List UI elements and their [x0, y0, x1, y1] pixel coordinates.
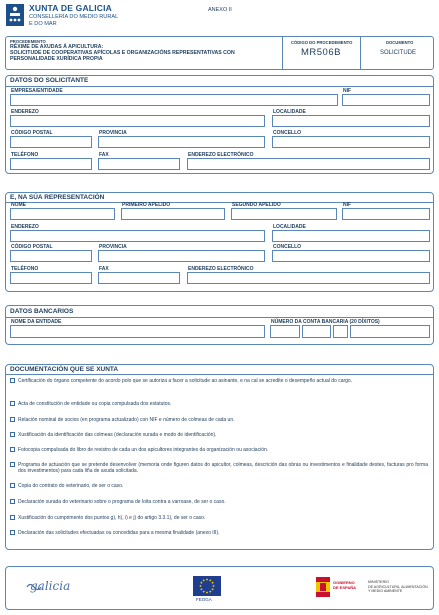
documentation-section: [5, 364, 434, 550]
procedure-divider-2: [360, 36, 361, 70]
applicant-nif-label: NIF: [343, 88, 352, 94]
applicant-postal-label: CÓDIGO POSTAL: [11, 130, 53, 136]
document-label: DOCUMENTO: [386, 40, 414, 45]
rep-phone-label: TELÉFONO: [11, 266, 39, 272]
bank-entity-field[interactable]: [10, 325, 265, 338]
rep-name-field[interactable]: [10, 208, 115, 220]
rep-address-label: ENDEREZO: [11, 224, 39, 230]
rep-surname1-label: PRIMEIRO APELIDO: [122, 202, 171, 208]
annex-label: ANEXO II: [208, 7, 232, 13]
doc-item: Declaración xurada do veterinario sobre o programa de loita contra a varroase, de ser o caso.: [18, 499, 226, 505]
doc-checkbox[interactable]: [10, 499, 15, 504]
representative-title: E, NA SÚA REPRESENTACIÓN: [10, 194, 105, 201]
bank-title-rule: [5, 317, 434, 318]
dept-line-2: E DO MAR: [29, 21, 57, 27]
doc-item: Acta de constitución de entidade ou copia compulsada dos estatutos.: [18, 401, 172, 407]
rep-locality-label: LOCALIDADE: [273, 224, 306, 230]
xunta-logo: [6, 4, 24, 26]
rep-nif-field[interactable]: [342, 208, 430, 220]
applicant-council-label: CONCELLO: [273, 130, 302, 136]
procedure-title-2: SOLICITUDE DE COOPERATIVAS APÍCOLAS E ORGANIZACIÓNS REPRESENTATIVAS CON: [10, 50, 235, 56]
bank-entity-label: NOME DA ENTIDADE: [11, 319, 62, 325]
rep-province-field[interactable]: [98, 250, 265, 262]
doc-item: Fotocopia compulsada do libro de rexistro de cada un dos apicultores integrantes da organización ou asociación.: [18, 447, 269, 453]
rep-council-label: CONCELLO: [273, 244, 302, 250]
bank-title: DATOS BANCARIOS: [10, 308, 74, 315]
doc-checkbox[interactable]: [10, 417, 15, 422]
doc-checkbox[interactable]: [10, 530, 15, 535]
ministry-name-1: MINISTERIO: [368, 580, 389, 584]
procedure-divider-1: [282, 36, 283, 70]
applicant-email-label: ENDEREZO ELECTRÓNICO: [188, 152, 254, 158]
doc-item: Xustificación da identificación das colmeas (declaración xurada e modo de identificación).: [18, 432, 217, 438]
applicant-postal-field[interactable]: [10, 136, 92, 148]
representative-title-rule: [5, 202, 434, 203]
rep-council-field[interactable]: [272, 250, 430, 262]
dept-line-1: CONSELLERÍA DO MEDIO RURAL: [29, 14, 119, 20]
ministry-name-3: Y MEDIO AMBIENTE: [368, 589, 403, 593]
rep-surname2-field[interactable]: [231, 208, 337, 220]
applicant-locality-field[interactable]: [272, 115, 430, 127]
applicant-title: DATOS DO SOLICITANTE: [10, 77, 89, 84]
applicant-locality-label: LOCALIDADE: [273, 109, 306, 115]
rep-province-label: PROVINCIA: [99, 244, 127, 250]
applicant-title-rule: [5, 86, 434, 87]
rep-phone-field[interactable]: [10, 272, 92, 284]
applicant-email-field[interactable]: [187, 158, 430, 170]
applicant-council-field[interactable]: [272, 136, 430, 148]
procedure-title-3: PERSONALIDADE XURÍDICA PROPIA: [10, 56, 103, 62]
rep-postal-label: CÓDIGO POSTAL: [11, 244, 53, 250]
documentation-title: DOCUMENTACIÓN QUE SE XUNTA: [10, 366, 119, 373]
doc-checkbox[interactable]: [10, 483, 15, 488]
bank-account-office-field[interactable]: [302, 325, 331, 338]
bank-account-entity-field[interactable]: [270, 325, 300, 338]
ministry-gov-1: GOBIERNO: [333, 580, 355, 585]
doc-checkbox[interactable]: [10, 462, 15, 467]
ministry-name-2: DE AGRICULTURA, ALIMENTACIÓN: [368, 584, 428, 589]
doc-checkbox[interactable]: [10, 432, 15, 437]
galicia-logo-text: galicia: [30, 579, 71, 593]
applicant-phone-field[interactable]: [10, 158, 92, 170]
applicant-nif-field[interactable]: [342, 94, 430, 106]
applicant-fax-label: FAX: [99, 152, 109, 158]
rep-postal-field[interactable]: [10, 250, 92, 262]
procedure-title-1: RÉXIME DE AXUDAS Á APICULTURA:: [10, 44, 104, 50]
rep-surname1-field[interactable]: [121, 208, 225, 220]
doc-checkbox[interactable]: [10, 515, 15, 520]
bank-account-number-field[interactable]: [350, 325, 430, 338]
eu-flag-icon: [193, 576, 221, 596]
ministry-logo: [316, 575, 428, 603]
doc-checkbox[interactable]: [10, 447, 15, 452]
galicia-logo: [26, 578, 78, 596]
rep-email-field[interactable]: [187, 272, 430, 284]
company-field[interactable]: [10, 94, 338, 106]
applicant-phone-label: TELÉFONO: [11, 152, 39, 158]
applicant-address-label: ENDEREZO: [11, 109, 39, 115]
applicant-address-field[interactable]: [10, 115, 265, 127]
org-name: XUNTA DE GALICIA: [29, 3, 113, 13]
spain-shield-icon: [316, 577, 330, 597]
doc-item: Relación nominal de socios (en programa actualizado) con NIF e número de colmeas de cada un.: [18, 417, 235, 423]
doc-item: Programa de actuación que se pretende desenvolver (memoria onde figuren datos do apicultor, colmeas, descrición das obras ou investimentos e finalidade destes, facturas pro forma dos investimentos) para cada liña de axuda solicitada.: [18, 462, 428, 475]
doc-checkbox[interactable]: [10, 378, 15, 383]
document-type: SOLICITUDE: [380, 50, 417, 56]
applicant-fax-field[interactable]: [98, 158, 180, 170]
doc-item: Declaración das solicitudes efectuadas ou concedidas para a mesma finalidade (anexo III).: [18, 530, 220, 536]
procedure-code-label: CÓDIGO DO PROCEDEMENTO: [291, 40, 353, 45]
doc-item: Certificación do órgano competente do acordo polo que se autoriza a facer a solicitude ao asinante, e na cal se acredite o desempeño actual do cargo.: [18, 378, 353, 384]
company-label: EMPRESA/ENTIDADE: [11, 88, 63, 94]
xunta-emblem-icon: [6, 4, 24, 26]
rep-name-label: NOME: [11, 202, 26, 208]
rep-fax-field[interactable]: [98, 272, 180, 284]
bank-account-label: NÚMERO DA CONTA BANCARIA (20 DÍXITOS): [271, 319, 380, 325]
rep-nif-label: NIF: [343, 202, 352, 208]
applicant-province-label: PROVINCIA: [99, 130, 127, 136]
rep-locality-field[interactable]: [272, 230, 430, 242]
documentation-title-rule: [5, 374, 434, 375]
doc-checkbox[interactable]: [10, 401, 15, 406]
eu-logo: [193, 576, 221, 604]
rep-email-label: ENDEREZO ELECTRÓNICO: [188, 266, 254, 272]
procedure-label: PROCEDEMENTO: [10, 39, 46, 44]
applicant-province-field[interactable]: [98, 136, 265, 148]
ministry-gov-2: DE ESPAÑA: [333, 585, 357, 590]
rep-address-field[interactable]: [10, 230, 265, 242]
rep-fax-label: FAX: [99, 266, 109, 272]
procedure-code: MR506B: [301, 47, 341, 58]
doc-item: Xustificación do cumprimento dos puntos g), h), i) e j) do artigo 3.3.1), de ser o caso.: [18, 515, 206, 521]
rep-surname2-label: SEGUNDO APELIDO: [232, 202, 281, 208]
bank-account-dc-field[interactable]: [333, 325, 348, 338]
eu-label: FEOGA: [196, 597, 212, 602]
doc-item: Copia do contrato do veterinario, de ser o caso.: [18, 483, 124, 489]
